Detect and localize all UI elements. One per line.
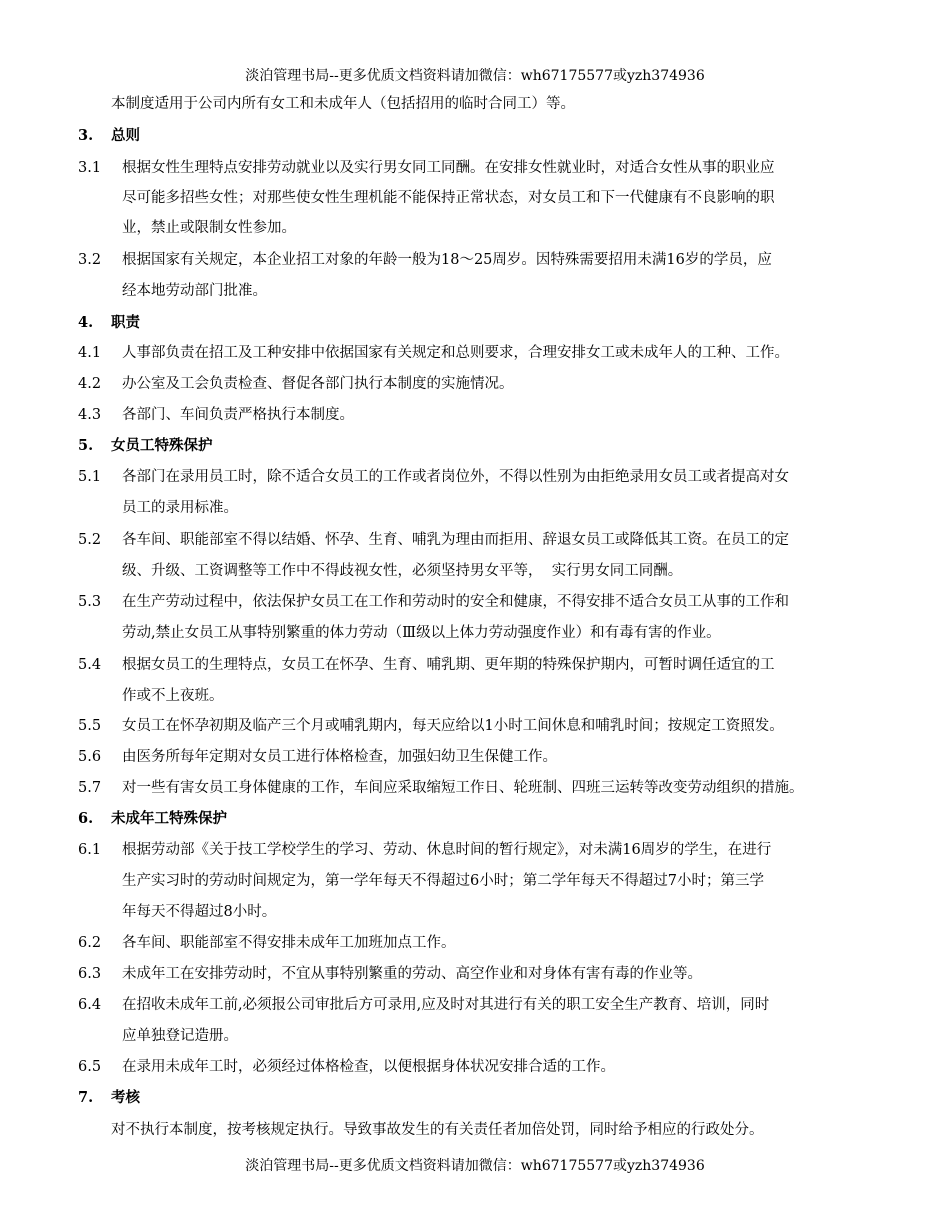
page-footer: 淡泊管理书局--更多优质文档资料请加微信：wh67175577或yzh374936 — [245, 1158, 705, 1174]
section-title: 考核 — [111, 1089, 140, 1106]
clause-text: 在招收未成年工前,必须报公司审批后方可录用,应及时对其进行有关的职工安全生产教育、培训，同时 — [122, 997, 770, 1013]
clause-number: 5.4 — [78, 657, 102, 673]
clause-text: 未成年工在安排劳动时，不宜从事特别繁重的劳动、高空作业和对身体有害有毒的作业等。 — [122, 966, 702, 982]
clause-text: 各车间、职能部室不得安排未成年工加班加点工作。 — [122, 935, 456, 951]
clause-number: 5.1 — [78, 469, 102, 485]
intro-text: 本制度适用于公司内所有女工和未成年人（包括招用的临时合同工）等。 — [111, 96, 575, 112]
clause-number: 4.3 — [78, 407, 102, 423]
section-text: 对不执行本制度，按考核规定执行。导致事故发生的有关责任者加倍处罚，同时给予相应的行政处分。 — [111, 1122, 764, 1138]
clause-text: 对一些有害女员工身体健康的工作，车间应采取缩短工作日、轮班制、四班三运转等改变劳动组织的措施。 — [122, 780, 804, 796]
clause-text: 生产实习时的劳动时间规定为，第一学年每天不得超过6小时；第二学年每天不得超过7小时；第三学 — [122, 873, 764, 889]
section-number: 7. — [78, 1089, 94, 1106]
clause-text: 根据国家有关规定，本企业招工对象的年龄一般为18～25周岁。因特殊需要招用未满16岁的学员，应 — [122, 252, 772, 268]
clause-number: 5.6 — [78, 749, 102, 765]
clause-number: 5.5 — [78, 718, 102, 734]
clause-text: 根据女性生理特点安排劳动就业以及实行男女同工同酬。在安排女性就业时，对适合女性从事的职业应 — [122, 160, 775, 176]
clause-text: 员工的录用标准。 — [122, 500, 238, 516]
clause-text: 劳动,禁止女员工从事特别繁重的体力劳动（Ⅲ级以上体力劳动强度作业）和有毒有害的作业。 — [122, 625, 721, 641]
clause-number: 5.2 — [78, 532, 102, 548]
clause-text: 业，禁止或限制女性参加。 — [122, 220, 296, 236]
clause-number: 3.1 — [78, 160, 102, 176]
clause-number: 6.3 — [78, 966, 102, 982]
clause-text: 女员工在怀孕初期及临产三个月或哺乳期内，每天应给以1小时工间休息和哺乳时间；按规定工资照发。 — [122, 718, 784, 734]
clause-number: 6.1 — [78, 842, 102, 858]
clause-number: 5.3 — [78, 594, 102, 610]
clause-text: 由医务所每年定期对女员工进行体格检查，加强妇幼卫生保健工作。 — [122, 749, 557, 765]
clause-text: 办公室及工会负责检查、督促各部门执行本制度的实施情况。 — [122, 376, 514, 392]
clause-text: 级、升级、工资调整等工作中不得歧视女性，必须坚持男女平等， 实行男女同工同酬。 — [122, 563, 683, 579]
clause-text: 在录用未成年工时，必须经过体格检查，以便根据身体状况安排合适的工作。 — [122, 1059, 615, 1075]
section-number: 3. — [78, 127, 94, 144]
clause-text: 应单独登记造册。 — [122, 1028, 238, 1044]
clause-text: 根据劳动部《关于技工学校学生的学习、劳动、休息时间的暂行规定》，对未满16周岁的学生，在进行 — [122, 842, 772, 858]
page-header: 淡泊管理书局--更多优质文档资料请加微信：wh67175577或yzh374936 — [245, 68, 705, 84]
section-title: 职责 — [111, 314, 140, 331]
clause-text: 各车间、职能部室不得以结婚、怀孕、生育、哺乳为理由而拒用、辞退女员工或降低其工资。在员工的定 — [122, 532, 789, 548]
clause-text: 在生产劳动过程中，依法保护女员工在工作和劳动时的安全和健康，不得安排不适合女员工从事的工作和 — [122, 594, 789, 610]
clause-text: 各部门、车间负责严格执行本制度。 — [122, 407, 354, 423]
section-title: 总则 — [111, 127, 140, 144]
section-number: 6. — [78, 810, 94, 827]
clause-number: 4.1 — [78, 345, 102, 361]
section-number: 5. — [78, 437, 94, 454]
section-title: 未成年工特殊保护 — [111, 810, 227, 827]
clause-number: 3.2 — [78, 252, 102, 268]
clause-number: 5.7 — [78, 780, 102, 796]
clause-text: 尽可能多招些女性；对那些使女性生理机能不能保持正常状态，对女员工和下一代健康有不良影响的职 — [122, 190, 775, 206]
clause-number: 4.2 — [78, 376, 102, 392]
clause-text: 年每天不得超过8小时。 — [122, 904, 277, 920]
clause-number: 6.4 — [78, 997, 102, 1013]
clause-text: 人事部负责在招工及工种安排中依据国家有关规定和总则要求，合理安排女工或未成年人的工种、工作。 — [122, 345, 789, 361]
clause-text: 各部门在录用员工时，除不适合女员工的工作或者岗位外，不得以性别为由拒绝录用女员工或者提高对女 — [122, 469, 789, 485]
clause-text: 作或不上夜班。 — [122, 688, 224, 704]
clause-number: 6.2 — [78, 935, 102, 951]
clause-text: 根据女员工的生理特点，女员工在怀孕、生育、哺乳期、更年期的特殊保护期内，可暂时调任适宜的工 — [122, 657, 775, 673]
clause-text: 经本地劳动部门批准。 — [122, 283, 267, 299]
section-number: 4. — [78, 314, 94, 331]
clause-number: 6.5 — [78, 1059, 102, 1075]
section-title: 女员工特殊保护 — [111, 437, 213, 454]
